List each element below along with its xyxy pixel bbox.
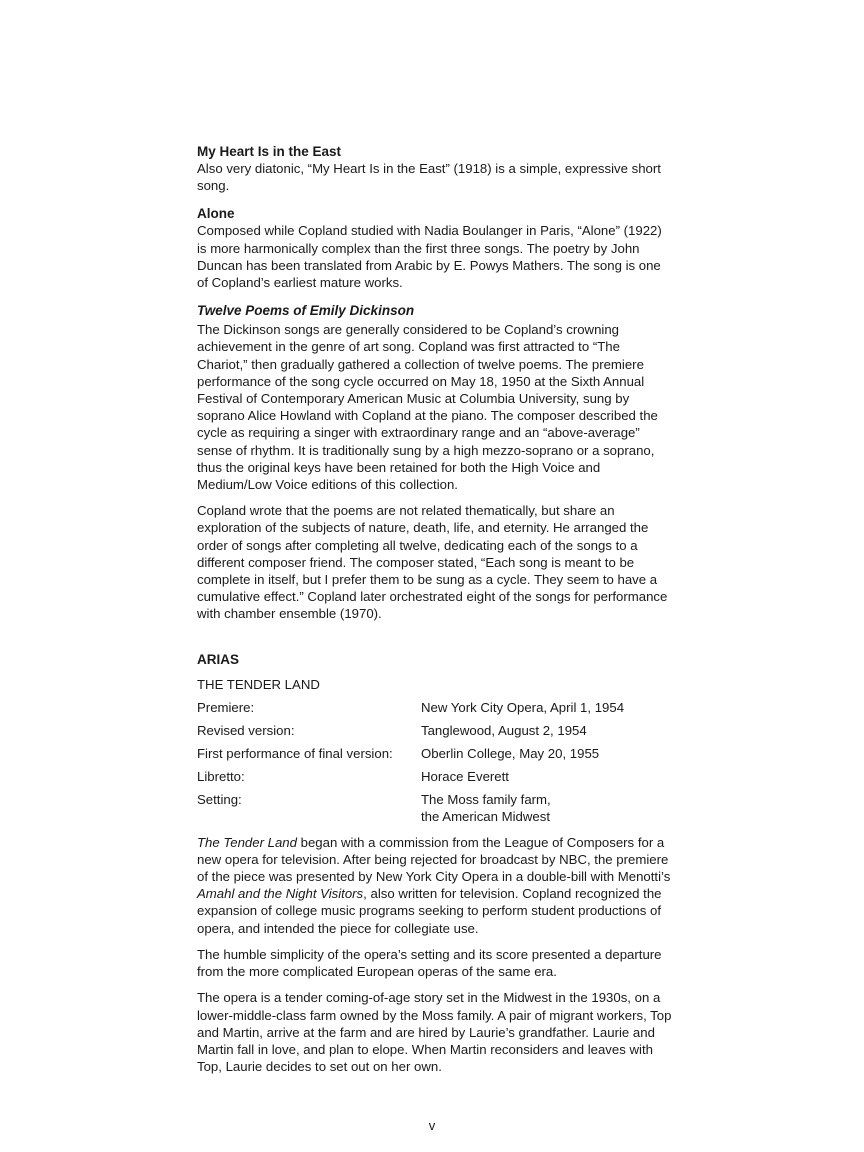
section-title: My Heart Is in the East	[197, 144, 342, 159]
section-alone	[197, 205, 673, 291]
fact-label: Libretto:	[197, 768, 245, 784]
text-run: began with a commission from the League of Composers for a new opera for television. After being rejected for broadcast by NBC, the premiere of the piece was presented by New York City Opera in a double-bill with Menotti’s	[197, 834, 671, 885]
section-title: Alone	[197, 206, 235, 222]
section-paragraph: Also very diatonic, “My Heart Is in the East” (1918) is a simple, expressive short song.	[197, 161, 661, 194]
section-title: Twelve Poems of Emily Dickinson	[197, 303, 415, 319]
fact-value: Horace Everett	[421, 768, 509, 784]
document-body	[197, 143, 673, 1075]
opera-paragraph: The opera is a tender coming-of-age story set in the Midwest in the 1930s, on a lower-middle-class farm owned by the Moss family. A pair of migrant workers, Top and Martin, arrive at the farm and are hired by Laurie’s grandfather. Laurie and Martin fall in love, and plan to elope. When Martin reconsiders and leaves with Top, Laurie decides to set out on her own.	[197, 990, 672, 1075]
section-paragraph: The Dickinson songs are generally considered to be Copland’s crowning achievement in the genre of art song. Copland was first attracted to “The Chariot,” then gradually gathered a collection of twelve poems. The premiere performance of the song cycle occurred on May 18, 1950 at the Sixth Annual Festival of Contemporary American Music at Columbia University, sung by soprano Alice Howland with Copland at the piano. The composer described the cycle as requiring a singer with extraordinary range and an “above-average” sense of rhythm. It is traditionally sung by a high mezzo-soprano or a soprano, thus the original keys have been retained for both the High Voice and Medium/Low Voice editions of this collection.	[197, 322, 658, 493]
fact-value: New York City Opera, April 1, 1954	[421, 699, 625, 715]
fact-value: Oberlin College, May 20, 1955	[421, 745, 600, 761]
opera-title: THE TENDER LAND	[197, 676, 320, 692]
section-my-heart	[197, 143, 673, 194]
section-paragraph: Composed while Copland studied with Nadia Boulanger in Paris, “Alone” (1922) is more harmonically complex than the first three songs. The poetry by John Duncan has been translated from Arabic by E. Powys Mathers. The song is one of Copland’s earliest mature works.	[197, 223, 662, 291]
section-dickinson	[197, 302, 673, 622]
opera-facts	[197, 699, 673, 825]
opera-title-italic: The Tender Land	[197, 834, 297, 850]
fact-value: The Moss family farm, the American Midwest	[421, 791, 551, 824]
fact-value: Tanglewood, August 2, 1954	[421, 722, 587, 738]
text-run: , also written for television. Copland recognized the expansion of college music programs seeking to perform student productions of opera, and intended the piece for collegiate use.	[197, 886, 662, 936]
arias-heading: ARIAS	[197, 651, 240, 667]
page-number: v	[428, 1118, 436, 1133]
fact-label: Revised version:	[197, 722, 295, 738]
opera-paragraph	[197, 834, 673, 937]
fact-label: Setting:	[197, 791, 242, 807]
section-paragraph: Copland wrote that the poems are not related thematically, but share an exploration of the subjects of nature, death, life, and eternity. He arranged the order of songs after completing all twelve, dedicating each of the songs to a different composer friend. The composer stated, “Each song is meant to be complete in itself, but I prefer them to be sung as a cycle. They seem to have a cumulative effect.” Copland later orchestrated eight of the songs for performance with chamber ensemble (1970).	[197, 503, 668, 622]
opera-paragraph: The humble simplicity of the opera’s setting and its score presented a departure from the more complicated European operas of the same era.	[197, 946, 662, 980]
fact-label: First performance of final version:	[197, 745, 393, 761]
work-title-italic: Amahl and the Night Visitors	[197, 886, 364, 902]
fact-label: Premiere:	[197, 699, 255, 715]
